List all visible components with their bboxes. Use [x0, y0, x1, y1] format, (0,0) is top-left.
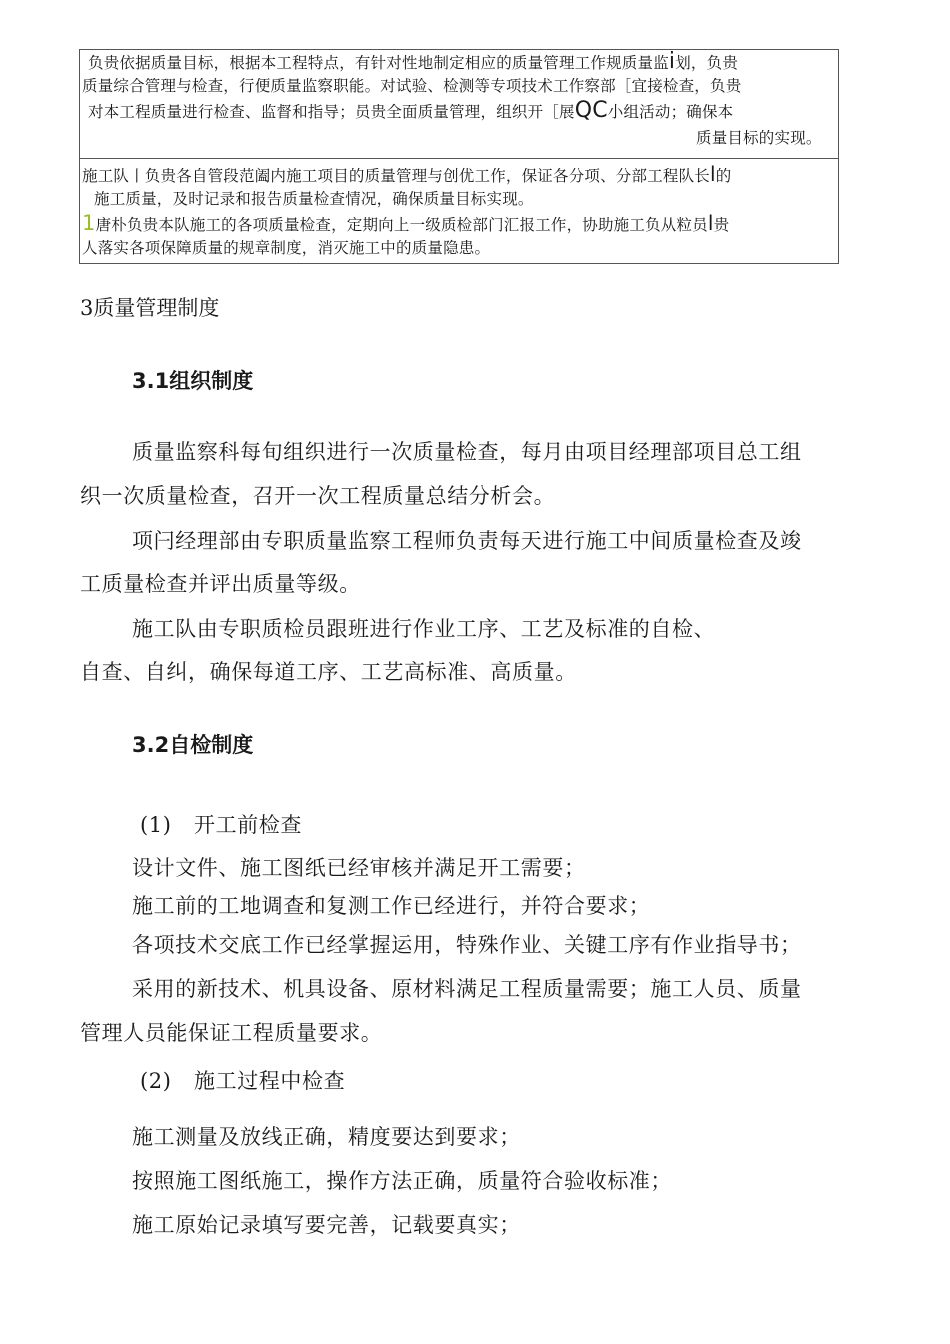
s31-paragraph3-line2: 自查、自纠，确保每道工序、工艺高标准、高质量。	[80, 660, 577, 684]
s31-paragraph2-line1: 项闩经理部由专职质量监察工程师负责每天进行施工中间质量检查及竣	[132, 529, 802, 553]
responsibility-table	[79, 49, 839, 264]
section-3-1-heading: 3.1组织制度	[132, 369, 254, 393]
section-3-2-heading: 3.2自检制度	[132, 733, 254, 757]
table-row2-line4: 人落实各项保障质量的规章制度，消灭施工中的质量隐患。	[82, 239, 491, 257]
item1-line: 各项技术交底工作已经掌握运用，特殊作业、关键工序有作业指导书；	[132, 933, 802, 957]
s31-paragraph3-line1: 施工队由专职质检员跟班进行作业工序、工艺及标准的自检、	[132, 617, 716, 641]
table-row1-line2: 质量综合管理与检查，行便质量监察职能。对试验、检测等专项技术工作察部［宜接检查，负贵	[82, 77, 742, 95]
s31-paragraph1-line2: 织一次质量检查，召开一次工程质量总结分析会。	[80, 484, 556, 508]
item2-line: 施工原始记录填写要完善，记载要真实；	[132, 1213, 521, 1237]
item2-line: 施工测量及放线正确，精度要达到要求；	[132, 1125, 521, 1149]
table-row-divider	[80, 158, 838, 159]
table-row2-line2: 施工质量，及时记录和报告质量检查情况，确保质量目标实现。	[94, 190, 534, 208]
item1-line: 管理人员能保证工程质量要求。	[80, 1021, 383, 1045]
item2-line: 按照施工图纸施工，操作方法正确，质量符合验收标准；	[132, 1169, 672, 1193]
table-row2-line1: 施工队丨负贵各自管段范阖内施工项目的质量管理与创优工作，保证各分项、分部工程队长l的	[82, 162, 732, 186]
item2-label: 施工过程中检查	[194, 1069, 346, 1093]
table-row1-line1: 负贵依据质量目标，根据本工程特点，有针对性地制定相应的质量管理工作规质量监i划，负贵	[88, 49, 739, 74]
section-3-heading: 3质量管理制度	[80, 296, 220, 320]
item2-number: (2)	[140, 1069, 172, 1093]
item1-number: (1)	[140, 813, 172, 837]
table-row1-line3: 对本工程质量进行检查、监督和指导；员贵全面质量管理，组织开［展QC小组活动；确保本	[88, 98, 734, 123]
item1-line: 采用的新技术、机具设备、原材料满足工程质量需要；施工人员、质量	[132, 977, 802, 1001]
item1-line: 施工前的工地调查和复测工作已经进行，并符合要求；	[132, 894, 651, 918]
s31-paragraph1-line1: 质量监察科每旬组织进行一次质量检查，每月由项目经理部项目总工组	[132, 440, 802, 464]
s31-paragraph2-line2: 工质量检查并评出质量等级。	[80, 572, 361, 596]
table-row2-line3: 1唐朴负贵本队施工的各项质量检查，定期向上一级质检部门汇报工作，协助施工负从粒员l贵	[82, 211, 730, 235]
item1-line: 设计文件、施工图纸已经审核并满足开工需要；	[132, 856, 586, 880]
item1-label: 开工前检查	[194, 813, 302, 837]
table-row1-line4: 质量目标的实现。	[696, 129, 822, 147]
